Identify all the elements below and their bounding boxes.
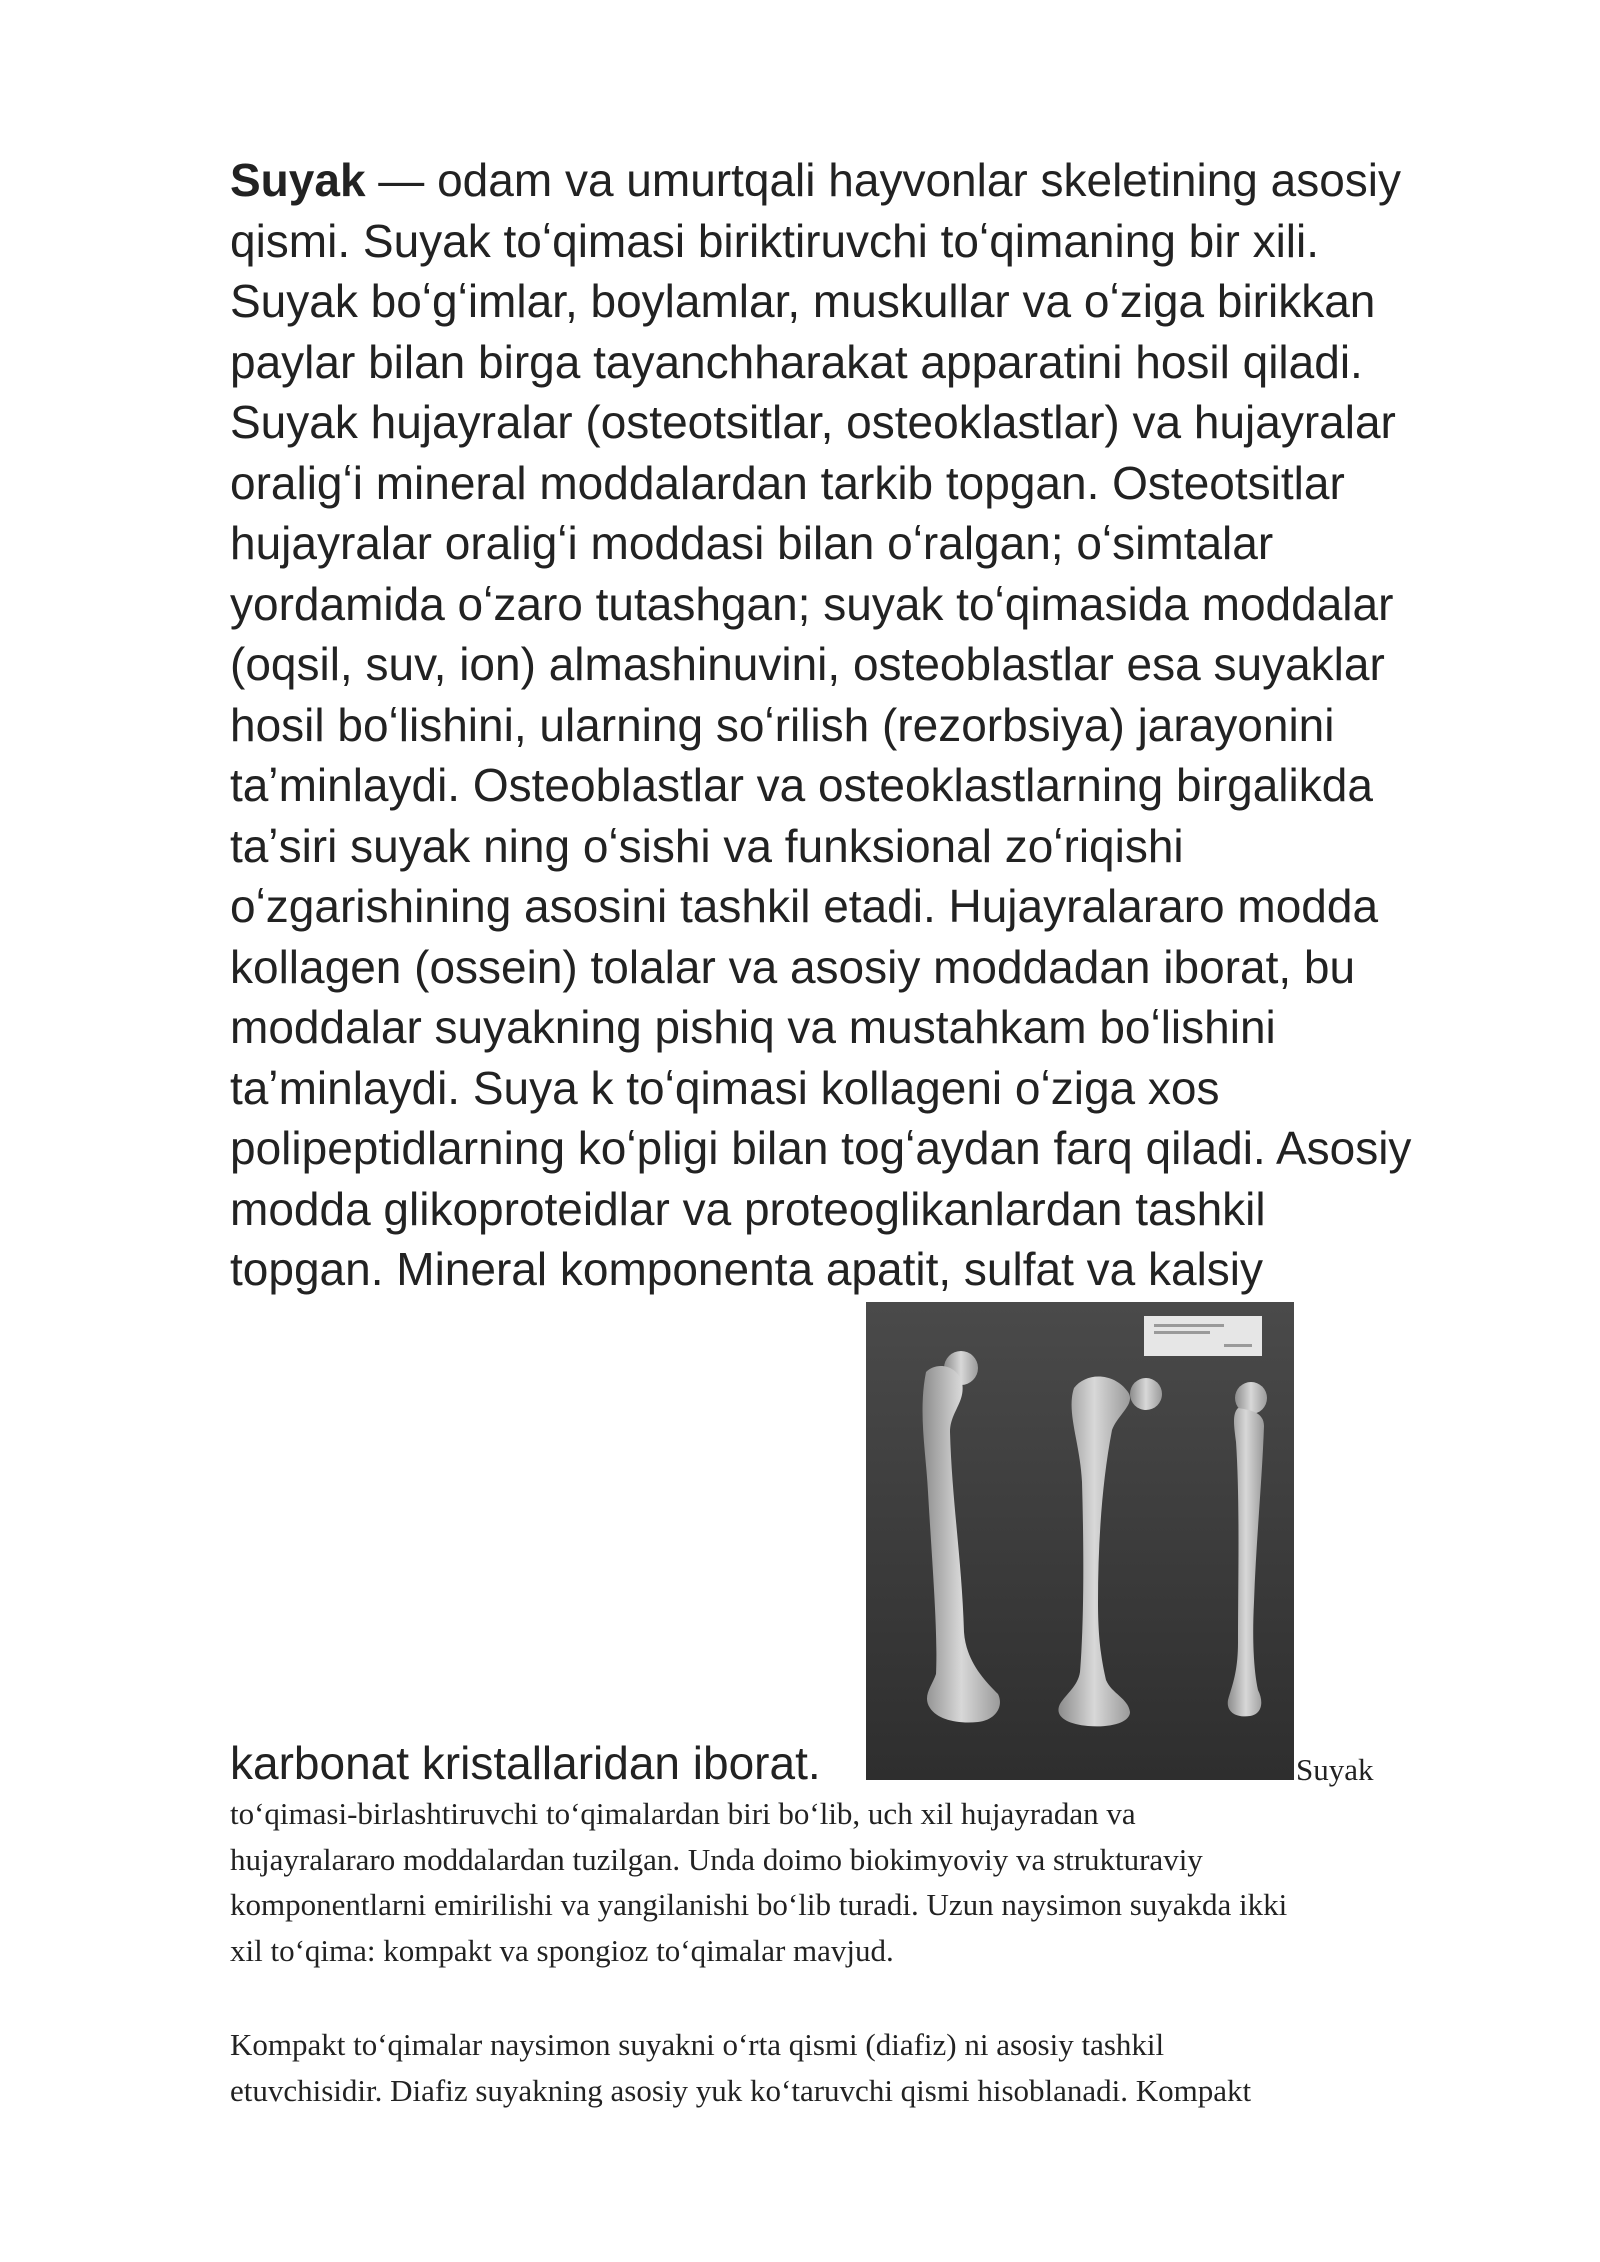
- para1-line-1: hujayralararo moddalardan tuzilgan. Unda doimo biokimyoviy va strukturaviy: [230, 1841, 1203, 1877]
- intro-line-11: taʼsiri suyak ning oʻsishi va funksional zoʻriqishi: [230, 819, 1184, 872]
- intro-line-5: oraligʻi mineral moddalardan tarkib topgan. Osteotsitlar: [230, 456, 1345, 509]
- intro-line-4: Suyak hujayralar (osteotsitlar, osteoklastlar) va hujayralar: [230, 396, 1396, 448]
- bone-specimens-photo: [866, 1302, 1294, 1780]
- intro-line-16: polipeptidlarning koʻpligi bilan togʻaydan farq qiladi. Asosiy: [230, 1122, 1412, 1174]
- intro-line-7: yordamida oʻzaro tutashgan; suyak toʻqimasida moddalar: [230, 577, 1394, 630]
- intro-line-9: hosil boʻlishini, ularning soʻrilish (rezorbsiya) jarayonini: [230, 698, 1335, 751]
- intro-line-6: hujayralar oraligʻi moddasi bilan oʻralgan; oʻsimtalar: [230, 517, 1274, 569]
- intro-line-13: kollagen (ossein) tolalar va asosiy moddadan iborat, bu: [230, 940, 1356, 993]
- para2-line-1: etuvchisidir. Diafiz suyakning asosiy yuk koʻtaruvchi qismi hisoblanadi. Kompakt: [230, 2073, 1252, 2108]
- intro-line-8: (oqsil, suv, ion) almashinuvini, osteoblastlar esa suyaklar: [230, 638, 1385, 690]
- intro-last-line: karbonat kristallaridan iborat.: [230, 1737, 821, 1789]
- intro-line-2: Suyak boʻgʻimlar, boylamlar, muskullar va oʻziga birikkan: [230, 275, 1376, 327]
- intro-paragraph: [230, 150, 1530, 1300]
- intro-line-0-text: — odam va umurtqali hayvonlar skeletining asosiy: [365, 154, 1402, 206]
- term-bold: Suyak: [230, 154, 366, 206]
- specimen-label-card: [1144, 1316, 1262, 1356]
- intro-line-10: taʼminlaydi. Osteoblastlar va osteoklastlarning birgalikda: [230, 759, 1373, 811]
- intro-line-3: paylar bilan birga tayanchharakat apparatini hosil qiladi.: [230, 335, 1363, 388]
- para2-line-0: Kompakt toʻqimalar naysimon suyakni oʻrta qismi (diafiz) ni asosiy tashkil: [230, 2027, 1165, 2062]
- para1-line-3: xil toʻqima: kompakt va spongioz toʻqimalar mavjud.: [230, 1932, 894, 1968]
- intro-line-12: oʻzgarishining asosini tashkil etadi. Hujayralararo modda: [230, 880, 1379, 932]
- body-paragraph-1: [230, 1791, 1530, 1973]
- intro-line-17: modda glikoproteidlar va proteoglikanlardan tashkil: [230, 1182, 1266, 1235]
- para1-line-2: komponentlarni emirilishi va yangilanishi boʻlib turadi. Uzun naysimon suyakda ikki: [230, 1887, 1288, 1922]
- intro-line-14: moddalar suyakning pishiq va mustahkam boʻlishini: [230, 1001, 1276, 1053]
- body-first-word: Suyak: [1296, 1752, 1374, 1787]
- intro-line-18: topgan. Mineral komponenta apatit, sulfat va kalsiy: [230, 1243, 1264, 1295]
- bone-specimens-image: [866, 1302, 1294, 1780]
- intro-line-1: qismi. Suyak toʻqimasi biriktiruvchi toʻqimaning bir xili.: [230, 214, 1320, 267]
- para1-line-0: toʻqimasi-birlashtiruvchi toʻqimalardan biri boʻlib, uch xil hujayradan va: [230, 1796, 1136, 1831]
- intro-line-0: [230, 150, 1530, 211]
- intro-line-15: taʼminlaydi. Suya k toʻqimasi kollageni oʻziga xos: [230, 1061, 1220, 1114]
- body-paragraph-2: [230, 2022, 1530, 2114]
